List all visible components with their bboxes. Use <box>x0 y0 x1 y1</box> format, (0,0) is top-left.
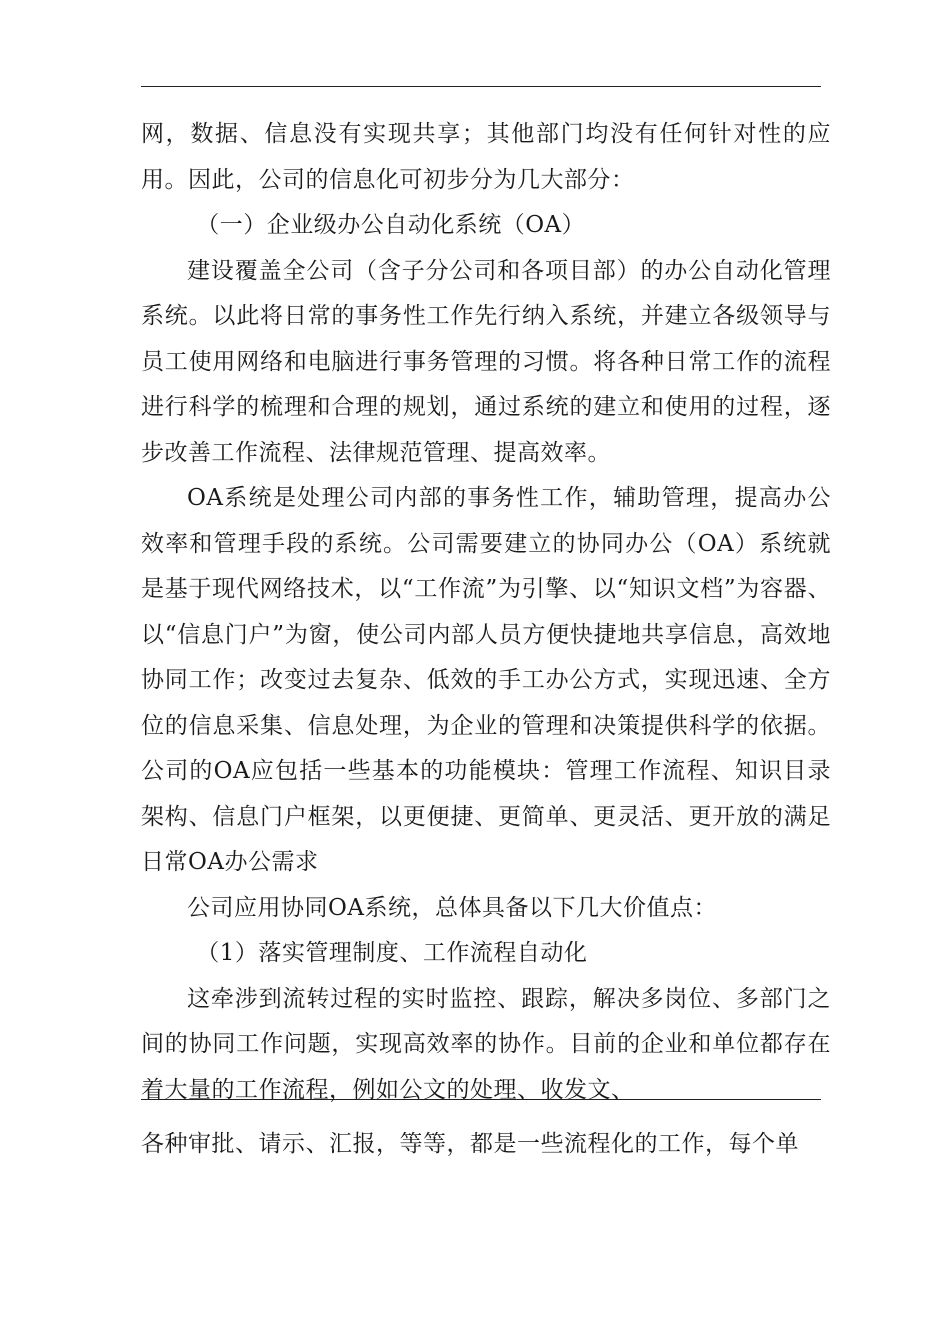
paragraph: 网，数据、信息没有实现共享；其他部门均没有任何针对性的应用。因此，公司的信息化可初步分为几大部分： <box>141 121 831 193</box>
paragraph: OA系统是处理公司内部的事务性工作，辅助管理，提高办公效率和管理手段的系统。公司需要建立的协同办公（OA）系统就是基于现代网络技术，以“工作流”为引擎、以“知识文档”为容器、以“信息门户”为窗，使公司内部人员方便快捷地共享信息，高效地协同工作；改变过去复杂、低效的手工办公方式，实现迅速、全方位的信息采集、信息处理，为企业的管理和决策提供科学的依据。公司的OA应包括一些基本的功能模块：管理工作流程、知识目录架构、信息门户框架，以更便捷、更简单、更灵活、更开放的满足日常OA办公需求 <box>141 485 831 875</box>
next-page-body <box>141 1122 841 1168</box>
paragraph: 各种审批、请示、汇报，等等，都是一些流程化的工作，每个单 <box>141 1131 799 1157</box>
subsection-heading: （1）落实管理制度、工作流程自动化 <box>196 940 588 966</box>
paragraph: 公司应用协同OA系统，总体具备以下几大价值点： <box>187 894 717 921</box>
paragraph: 建设覆盖全公司（含子分公司和各项目部）的办公自动化管理系统。以此将日常的事务性工作先行纳入系统，并建立各级领导与员工使用网络和电脑进行事务管理的习惯。将各种日常工作的流程进行科学的梳理和合理的规划，通过系统的建立和使用的过程，逐步改善工作流程、法律规范管理、提高效率。 <box>141 257 831 466</box>
section-heading: （一）企业级办公自动化系统（OA） <box>196 212 586 238</box>
paragraph: 这牵涉到流转过程的实时监控、跟踪，解决多岗位、多部门之间的协同工作问题，实现高效率的协作。目前的企业和单位都存在着大量的工作流程，例如公文的处理、收发文、 <box>141 985 831 1103</box>
header-rule <box>141 86 821 87</box>
footer-rule <box>141 1099 821 1100</box>
page-body <box>141 112 831 1113</box>
